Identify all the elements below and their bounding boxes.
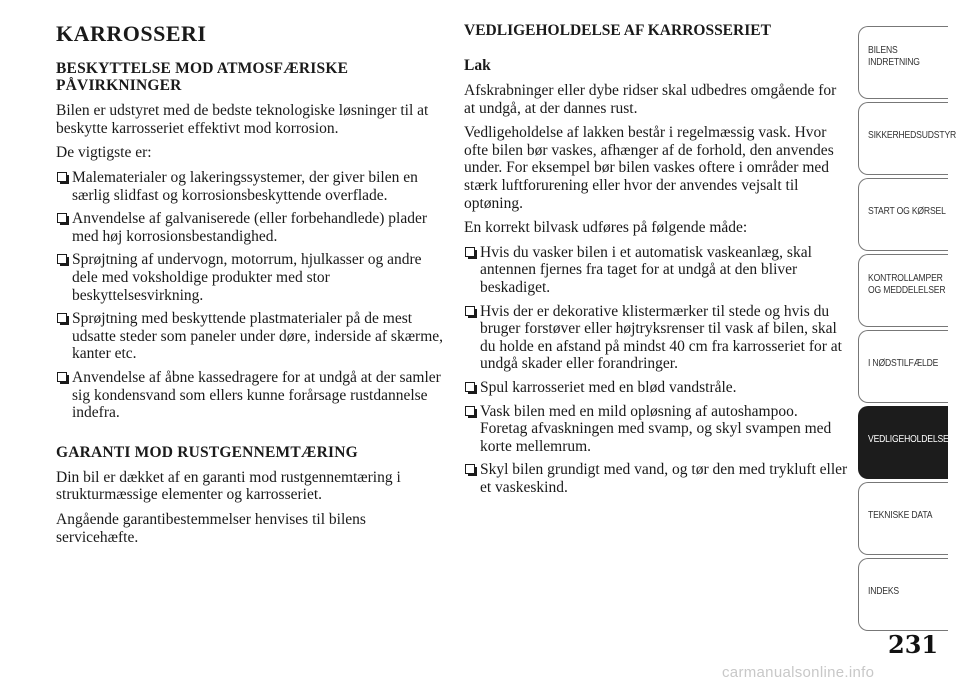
checkbox-bullet-icon (465, 382, 475, 392)
tab-label: I NØDSTILFÆLDE (868, 358, 939, 369)
page-number: 231 (888, 630, 939, 659)
watermark: carmanualsonline.info (722, 664, 875, 681)
checkbox-bullet-icon (57, 313, 67, 323)
tab-tekniske-data[interactable] (858, 482, 948, 555)
tab-start-og-korsel[interactable] (858, 178, 948, 251)
tab-label: TEKNISKE DATA (868, 510, 933, 521)
chapter-tabs (858, 26, 957, 634)
list-item-text: Sprøjtning af undervogn, motorrum, hjulkasser og andre dele med voksholdige produkter med stor beskyttelsesvirkning. (72, 251, 422, 304)
bullet-list-protection (56, 169, 444, 422)
bullet-list-washing (464, 244, 848, 497)
list-item-text: Spul karrosseriet med en blød vandstråle. (480, 379, 737, 396)
tab-kontrollamper[interactable] (858, 254, 948, 327)
tab-label: BILENS INDRETNING (868, 45, 920, 68)
tab-vedligeholdelse[interactable] (858, 406, 948, 479)
tab-indeks[interactable] (858, 558, 948, 631)
right-column (464, 22, 848, 507)
list-item (56, 369, 444, 422)
section-heading-atmospheric: BESKYTTELSE MOD ATMOSFÆRISKE PÅVIRKNINGER (56, 60, 349, 95)
list-item-text: Hvis du vasker bilen i et automatisk vaskeanlæg, skal antennen fjernes fra taget for at undgå at den bliver beskadiget. (480, 243, 812, 297)
list-item (464, 461, 848, 496)
list-item-text: Sprøjtning med beskyttende plastmaterialer på de mest udsatte steder som paneler under døre, inderside af skærme, kanter etc. (72, 310, 444, 363)
section-heading-maintenance: VEDLIGEHOLDELSE AF KARROSSERIET (464, 22, 771, 39)
tab-sikkerhedsudstyr[interactable] (858, 102, 957, 175)
tab-label: SIKKERHEDSUDSTYR (868, 130, 957, 141)
list-item-text: Malematerialer og lakeringssystemer, der giver bilen en særlig slidfast og korrosionsbeskyttende overflade. (72, 169, 418, 204)
list-item (56, 210, 444, 245)
list-item (464, 379, 848, 397)
list-item (56, 310, 444, 363)
tab-label: KONTROLLAMPER OG MEDDELELSER (868, 273, 946, 296)
subheading-lak: Lak (464, 57, 491, 75)
checkbox-bullet-icon (465, 464, 475, 474)
paragraph: En korrekt bilvask udføres på følgende måde: (464, 219, 748, 237)
list-item-text: Anvendelse af galvaniserede (eller forbehandlede) plader med høj korrosionsbestandighed. (72, 210, 428, 245)
tab-label: VEDLIGEHOLDELSE (868, 434, 949, 445)
paragraph: De vigtigste er: (56, 144, 152, 162)
list-item-text: Hvis der er dekorative klistermærker til stede og hvis du bruger forstøver eller højtryksrenser til vask af bilen, skal du holde en afstand på mindst 40 cm fra karrosseriet for at undgå skader eller forandringer. (480, 302, 842, 373)
list-item (464, 303, 848, 373)
checkbox-bullet-icon (465, 247, 475, 257)
checkbox-bullet-icon (465, 406, 475, 416)
checkbox-bullet-icon (57, 172, 67, 182)
left-column (56, 22, 444, 553)
list-item (56, 169, 444, 204)
page-title: KARROSSERI (56, 21, 207, 46)
section-heading-warranty: GARANTI MOD RUSTGENNEMTÆRING (56, 443, 358, 461)
paragraph: Angående garantibestemmelser henvises til bilens servicehæfte. (56, 511, 366, 546)
paragraph: Bilen er udstyret med de bedste teknologiske løsninger til at beskytte karrosseriet effektivt mod korrosion. (56, 102, 429, 137)
checkbox-bullet-icon (465, 306, 475, 316)
tab-label: INDEKS (868, 586, 900, 597)
paragraph: Vedligeholdelse af lakken består i regelmæssig vask. Hvor ofte bilen bør vaskes, afhænger af de forhold, den anvendes under. For eksempel bør bilen vaskes oftere i områder med stærk luftforurening eller hvor der anvendes vejsalt til optøning. (464, 124, 834, 212)
list-item-text: Skyl bilen grundigt med vand, og tør den med trykluft eller et vaskeskind. (480, 461, 848, 496)
checkbox-bullet-icon (57, 213, 67, 223)
list-item (464, 244, 848, 297)
list-item-text: Anvendelse af åbne kassedragere for at undgå at der samler sig kondensvand som ellers kunne forårsage rustdannelse indefra. (72, 369, 441, 422)
checkbox-bullet-icon (57, 254, 67, 264)
tab-i-nodstilfaelde[interactable] (858, 330, 948, 403)
list-item-text: Vask bilen med en mild opløsning af autoshampoo. Foretag afvaskningen med svamp, og skyl svampen med korte mellemrum. (480, 402, 832, 455)
checkbox-bullet-icon (57, 372, 67, 382)
tab-label: START OG KØRSEL (868, 206, 946, 217)
paragraph: Afskrabninger eller dybe ridser skal udbedres omgående for at undgå, at der dannes rust. (464, 82, 837, 117)
paragraph: Din bil er dækket af en garanti mod rustgennemtæring i strukturmæssige elementer og karrosseriet. (56, 468, 401, 504)
list-item (56, 251, 444, 304)
tab-bilens-indretning[interactable] (858, 26, 948, 99)
list-item (464, 403, 848, 456)
